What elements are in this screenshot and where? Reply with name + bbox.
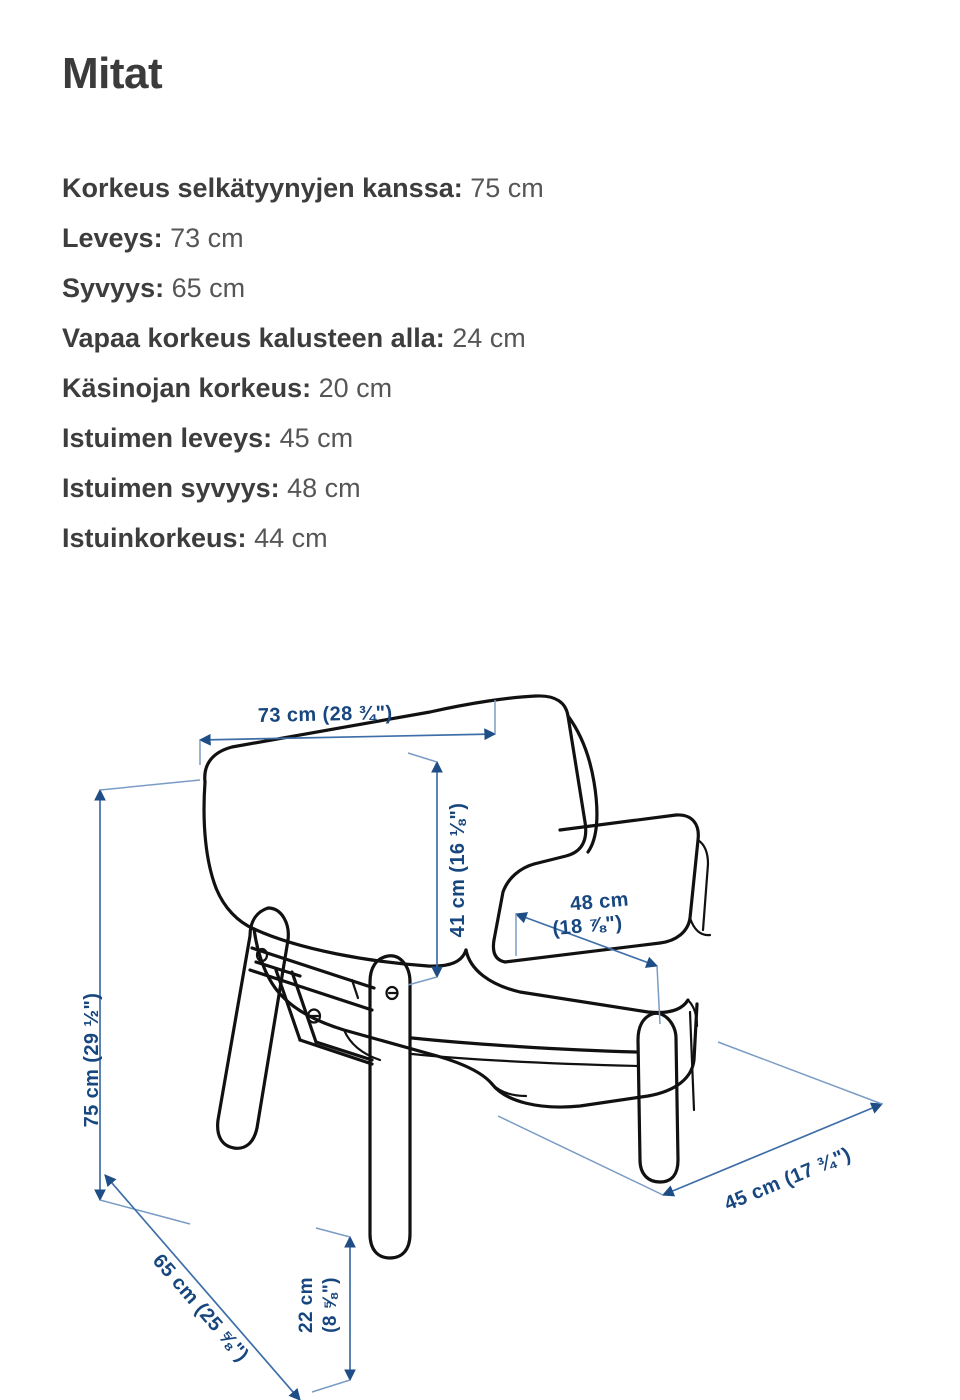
spec-row xyxy=(62,363,902,413)
ext-line xyxy=(408,977,437,985)
ext-line xyxy=(312,1380,350,1392)
spec-value: 75 cm xyxy=(470,173,544,203)
spec-label: Leveys: xyxy=(62,223,163,253)
spec-value: 48 cm xyxy=(287,473,361,503)
spec-label: Käsinojan korkeus: xyxy=(62,373,312,403)
spec-label: Korkeus selkätyynyjen kanssa: xyxy=(62,173,463,203)
spec-row xyxy=(62,313,902,363)
specification-list xyxy=(62,163,902,563)
ext-line xyxy=(657,966,660,1024)
spec-row xyxy=(62,513,902,563)
chair-illustration xyxy=(204,696,710,1258)
dim-label-clearance-cm: 22 cm xyxy=(296,1277,317,1333)
dim-label-seat-width: 45 cm (17 ¾") xyxy=(721,1143,855,1216)
dimension-drawing xyxy=(0,640,960,1400)
dim-label-height-left: 75 cm (29 ½") xyxy=(81,992,103,1128)
ext-line xyxy=(100,780,200,790)
spec-label: Istuimen leveys: xyxy=(62,423,273,453)
spec-row xyxy=(62,463,902,513)
spec-value: 20 cm xyxy=(318,373,393,403)
dim-line-width-top xyxy=(200,734,495,740)
spec-label: Vapaa korkeus kalusteen alla: xyxy=(62,323,445,353)
dim-label-clearance-in: (8 ⅝") xyxy=(320,1277,341,1333)
dim-label-seat-depth-cm: 48 cm xyxy=(569,888,630,916)
spec-row xyxy=(62,263,902,313)
spec-row xyxy=(62,163,902,213)
dim-label-seat-depth-in: (18 ⅞") xyxy=(551,912,624,941)
spec-value: 24 cm xyxy=(452,323,526,353)
spec-row xyxy=(62,213,902,263)
spec-label: Istuinkorkeus: xyxy=(62,523,247,553)
ext-line xyxy=(316,1228,350,1237)
dimension-lines xyxy=(100,700,882,1400)
dim-label-depth: 65 cm (25 ⅝") xyxy=(148,1249,254,1367)
dim-label-back-height: 41 cm (16 ⅛") xyxy=(447,802,469,938)
ext-line xyxy=(408,753,437,762)
spec-label: Istuimen syvyys: xyxy=(62,473,280,503)
page-title: Mitat xyxy=(62,49,163,98)
spec-value: 45 cm xyxy=(279,423,354,453)
spec-row xyxy=(62,413,902,463)
dim-label-width-top: 73 cm (28 ¾") xyxy=(257,702,393,727)
spec-label: Syvyys: xyxy=(62,273,165,303)
spec-value: 73 cm xyxy=(170,223,244,253)
ext-line xyxy=(718,1042,882,1104)
spec-value: 44 cm xyxy=(254,523,328,553)
spec-value: 65 cm xyxy=(171,273,246,303)
dimension-labels xyxy=(81,702,854,1366)
